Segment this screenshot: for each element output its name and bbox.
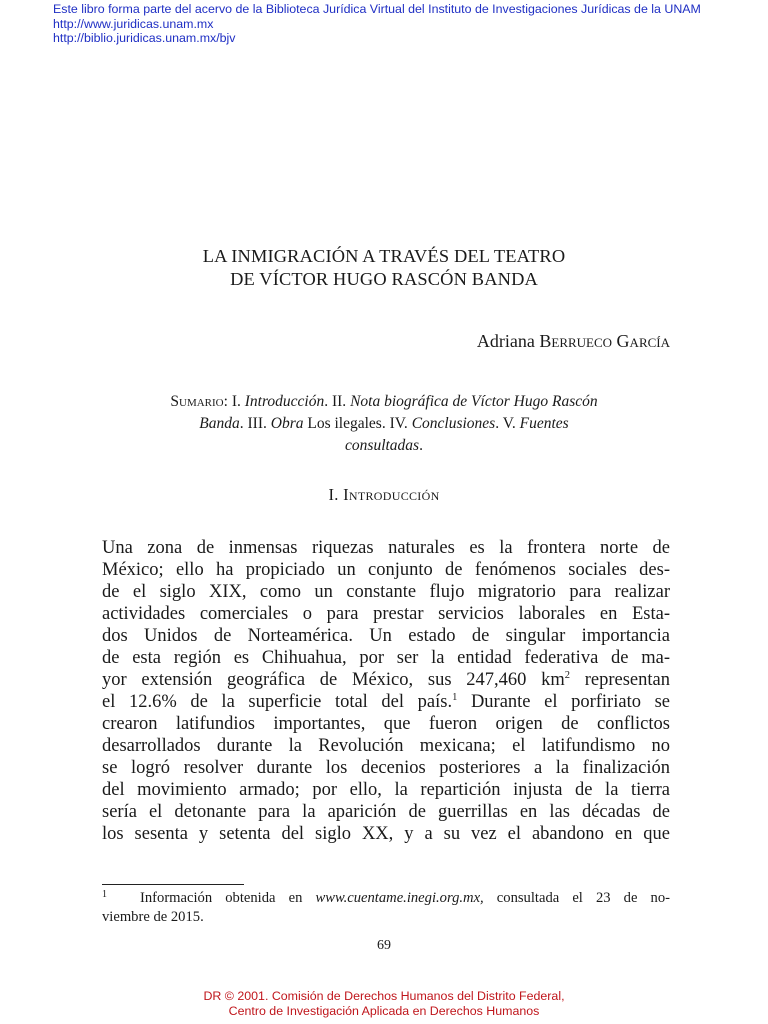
title-line-2: DE VÍCTOR HUGO RASCÓN BANDA (230, 269, 538, 289)
summary-item-3: Obra (270, 415, 304, 432)
summary-num-5: . V. (495, 415, 520, 432)
repository-notice: Este libro forma parte del acervo de la Biblioteca Jurídica Virtual del Instituto de Investigaciones Jurídicas de la UNAM (53, 2, 701, 16)
body-line: sería el detonante para la aparición de guerrillas en las décadas de (102, 802, 670, 822)
body-line (102, 691, 670, 713)
body-line: dos Unidos de Norteamérica. Un estado de singular importancia (102, 626, 670, 646)
footnote-text: Información obtenida en (140, 890, 316, 906)
footnote-number: 1 (102, 889, 107, 900)
body-text: yor extensión geográfica de México, sus 247,460 km (102, 670, 565, 690)
section-title: Introducción (343, 485, 440, 504)
author-first-name: Adriana (476, 331, 535, 351)
summary-num-2: . II. (324, 393, 351, 410)
summary-item-4: Conclusiones (411, 415, 496, 432)
footnote-url: www.cuentame.inegi.org.mx, (315, 890, 484, 906)
footnote (102, 889, 670, 927)
summary-item-3b: Los ilegales (303, 415, 382, 432)
body-line: desarrollados durante la Revolución mexicana; el latifundismo no (102, 736, 670, 756)
copyright-line-2: Centro de Investigación Aplicada en Derechos Humanos (228, 1003, 540, 1018)
copyright-footer (0, 989, 768, 1018)
page-number: 69 (377, 938, 391, 953)
summary-num-3: . III. (239, 415, 271, 432)
section-heading (0, 484, 768, 506)
summary-num-4: . IV. (381, 415, 412, 432)
title-line-1: LA INMIGRACIÓN A TRAVÉS DEL TEATRO (202, 246, 566, 266)
body-line: México; ello ha propiciado un conjunto de fenómenos sociales des- (102, 560, 670, 580)
author-last-name: Berrueco García (539, 331, 670, 351)
body-line: Una zona de inmensas riquezas naturales es la frontera norte de (102, 538, 670, 558)
summary-colon: : (223, 393, 228, 410)
body-text: Durante el porfiriato se (457, 692, 670, 712)
summary-item-2: Nota biográfica de Víctor Hugo Rascón Banda (199, 393, 598, 432)
body-line: se logró resolver durante los decenios posteriores a la finalización (102, 758, 670, 778)
copyright-line-1: DR © 2001. Comisión de Derechos Humanos del Distrito Federal, (203, 989, 565, 1003)
footnote-text: consultada el 23 de no- (483, 890, 670, 906)
body-text: representan (570, 670, 670, 690)
body-line (102, 669, 670, 691)
body-line: crearon latifundios importantes, que fueron origen de conflictos (102, 714, 670, 734)
author-name (477, 330, 670, 352)
biblioteca-link[interactable]: http://biblio.juridicas.unam.mx/bjv (53, 31, 236, 45)
summary-item-5: Fuentes consultadas (345, 415, 569, 454)
footnote-divider (102, 884, 244, 885)
body-line: los sesenta y setenta del siglo XX, y a su vez el abandono en que (102, 824, 670, 844)
body-line: actividades comerciales o para prestar servicios laborales en Esta- (102, 604, 670, 624)
summary-end: . (419, 437, 423, 454)
footnote-ref[interactable]: 1 (452, 692, 458, 703)
summary (160, 391, 608, 457)
body-text: el 12.6% de la superficie total del país. (102, 692, 453, 712)
footnote-line (102, 889, 670, 908)
section-numeral: I. (328, 485, 344, 504)
article-title (0, 245, 768, 291)
repository-header (53, 2, 701, 46)
body-line: de el siglo XIX, como un constante flujo migratorio para realizar (102, 582, 670, 602)
superscript: 2 (564, 670, 570, 681)
body-line: de esta región es Chihuahua, por ser la entidad federativa de ma- (102, 648, 670, 668)
body-paragraph (102, 537, 670, 845)
summary-num-1: I. (227, 393, 245, 410)
footnote-number-wrap (102, 889, 140, 908)
summary-label: Sumario (170, 393, 224, 410)
juridicas-link[interactable]: http://www.juridicas.unam.mx (53, 16, 214, 31)
summary-item-1: Introducción (244, 393, 325, 410)
footnote-line: viembre de 2015. (102, 909, 204, 925)
body-line: del movimiento armado; por ello, la repartición injusta de la tierra (102, 780, 670, 800)
